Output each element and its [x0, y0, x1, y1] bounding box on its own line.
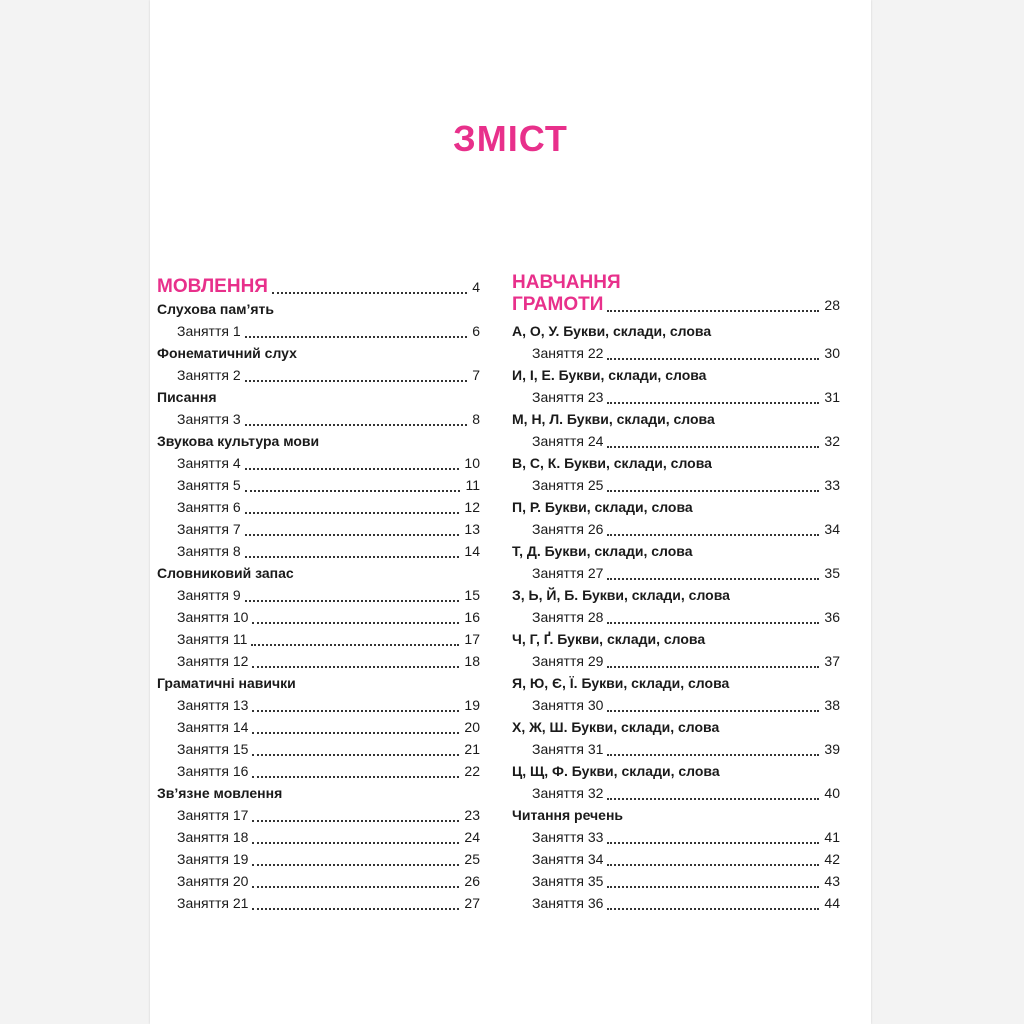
- toc-entry-label: Заняття 26: [532, 521, 604, 537]
- toc-entry-label: Заняття 6: [177, 499, 241, 515]
- toc-entry-label: Заняття 14: [177, 719, 249, 735]
- page-number: 22: [464, 763, 480, 779]
- toc-groups: [512, 320, 840, 914]
- toc-entry[interactable]: [512, 474, 840, 496]
- toc-entry-label: Заняття 22: [532, 345, 604, 361]
- toc-entry[interactable]: [157, 694, 480, 716]
- toc-entry[interactable]: [512, 342, 840, 364]
- section-header-literacy[interactable]: [512, 272, 840, 320]
- page-number: 23: [464, 807, 480, 823]
- toc-entry[interactable]: [157, 540, 480, 562]
- toc-group-title[interactable]: И, І, Е. Букви, склади, слова: [512, 367, 707, 383]
- toc-entry-label: Заняття 12: [177, 653, 249, 669]
- toc-column-right: [512, 270, 840, 914]
- toc-entry[interactable]: [512, 826, 840, 848]
- toc-entry-label: Заняття 25: [532, 477, 604, 493]
- toc-group-title[interactable]: Слухова пам’ять: [157, 301, 274, 317]
- toc-entry[interactable]: [512, 386, 840, 408]
- toc-entry[interactable]: [157, 738, 480, 760]
- page-number: 24: [464, 829, 480, 845]
- toc-entry-label: Заняття 35: [532, 873, 604, 889]
- page-number: 36: [824, 609, 840, 625]
- toc-entry[interactable]: [157, 408, 480, 430]
- section-title-line1: НАВЧАННЯ: [512, 272, 621, 293]
- dot-leader: [157, 276, 480, 298]
- toc-group-title[interactable]: Х, Ж, Ш. Букви, склади, слова: [512, 719, 720, 735]
- page-number: 16: [464, 609, 480, 625]
- toc-group-title[interactable]: М, Н, Л. Букви, склади, слова: [512, 411, 715, 427]
- toc-entry-label: Заняття 23: [532, 389, 604, 405]
- page-number: 25: [464, 851, 480, 867]
- page-number: 27: [464, 895, 480, 911]
- toc-entry[interactable]: [157, 716, 480, 738]
- toc-entry[interactable]: [512, 430, 840, 452]
- page-title: ЗМІСТ: [453, 118, 568, 159]
- toc-entry[interactable]: [512, 738, 840, 760]
- toc-entry-label: Заняття 28: [532, 609, 604, 625]
- toc-entry[interactable]: [157, 848, 480, 870]
- toc-group-title[interactable]: П, Р. Букви, склади, слова: [512, 499, 693, 515]
- page-number: 30: [824, 345, 840, 361]
- toc-group-title[interactable]: Ц, Щ, Ф. Букви, склади, слова: [512, 763, 720, 779]
- page-number: 31: [824, 389, 840, 405]
- toc-entry[interactable]: [157, 496, 480, 518]
- page-number: 14: [464, 543, 480, 559]
- toc-entry-label: Заняття 30: [532, 697, 604, 713]
- toc-group-title[interactable]: Т, Д. Букви, склади, слова: [512, 543, 693, 559]
- toc-group-title[interactable]: Читання речень: [512, 807, 624, 823]
- page-number: 32: [824, 433, 840, 449]
- toc-entry-label: Заняття 34: [532, 851, 604, 867]
- toc-group-title[interactable]: Зв’язне мовлення: [157, 785, 283, 801]
- toc-entry[interactable]: [512, 562, 840, 584]
- toc-entry[interactable]: [157, 760, 480, 782]
- toc-entry-label: Заняття 17: [177, 807, 249, 823]
- page-number: 43: [824, 873, 840, 889]
- page-number: 6: [472, 323, 480, 339]
- toc-entry-label: Заняття 8: [177, 543, 241, 559]
- page-number: 35: [824, 565, 840, 581]
- toc-entry[interactable]: [157, 364, 480, 386]
- page-number: 41: [824, 829, 840, 845]
- toc-entry[interactable]: [512, 892, 840, 914]
- toc-entry[interactable]: [512, 870, 840, 892]
- toc-entry[interactable]: [512, 782, 840, 804]
- toc-group-title[interactable]: З, Ь, Й, Б. Букви, склади, слова: [512, 587, 730, 603]
- toc-entry[interactable]: [157, 606, 480, 628]
- toc-entry[interactable]: [157, 870, 480, 892]
- toc-entry[interactable]: [512, 848, 840, 870]
- toc-entry-label: Заняття 3: [177, 411, 241, 427]
- page-number: 26: [464, 873, 480, 889]
- toc-group-title[interactable]: А, О, У. Букви, склади, слова: [512, 323, 712, 339]
- page-number: 42: [824, 851, 840, 867]
- page-number: 37: [824, 653, 840, 669]
- section-title-line2: ГРАМОТИ: [512, 294, 604, 315]
- toc-entry[interactable]: [157, 474, 480, 496]
- toc-group-title[interactable]: Граматичні навички: [157, 675, 296, 691]
- toc-entry-label: Заняття 19: [177, 851, 249, 867]
- page-number: 34: [824, 521, 840, 537]
- page-number: 7: [472, 367, 480, 383]
- toc-group-title[interactable]: Словниковий запас: [157, 565, 294, 581]
- toc-group-title[interactable]: В, С, К. Букви, склади, слова: [512, 455, 712, 471]
- toc-entry-label: Заняття 9: [177, 587, 241, 603]
- page-number: 19: [464, 697, 480, 713]
- toc-entry-label: Заняття 13: [177, 697, 249, 713]
- section-title: МОВЛЕННЯ: [157, 276, 268, 297]
- page-number: 33: [824, 477, 840, 493]
- section-header-speech[interactable]: [157, 276, 480, 298]
- toc-entry-label: Заняття 10: [177, 609, 249, 625]
- toc-entry[interactable]: [157, 892, 480, 914]
- page-number: 8: [472, 411, 480, 427]
- page-number: 40: [824, 785, 840, 801]
- page-number: 21: [464, 741, 480, 757]
- dot-leader: [512, 294, 840, 316]
- page-number: 12: [464, 499, 480, 515]
- toc-entry[interactable]: [157, 628, 480, 650]
- toc-entry-label: Заняття 33: [532, 829, 604, 845]
- toc-entry[interactable]: [157, 452, 480, 474]
- toc-entry-label: Заняття 15: [177, 741, 249, 757]
- page-number: 38: [824, 697, 840, 713]
- toc-entry[interactable]: [157, 650, 480, 672]
- page-number: 28: [824, 297, 840, 313]
- toc-group-title[interactable]: Я, Ю, Є, Ї. Букви, склади, слова: [512, 675, 730, 691]
- toc-entry-label: Заняття 29: [532, 653, 604, 669]
- toc-entry[interactable]: [157, 320, 480, 342]
- toc-entry-label: Заняття 36: [532, 895, 604, 911]
- toc-entry[interactable]: [512, 606, 840, 628]
- toc-groups: [157, 298, 480, 914]
- toc-entry[interactable]: [512, 694, 840, 716]
- page-number: 20: [464, 719, 480, 735]
- toc-group-title[interactable]: Ч, Г, Ґ. Букви, склади, слова: [512, 631, 706, 647]
- toc-entry[interactable]: [512, 518, 840, 540]
- page-number: 4: [472, 279, 480, 295]
- toc-entry-label: Заняття 31: [532, 741, 604, 757]
- toc-entry-label: Заняття 32: [532, 785, 604, 801]
- page-number: 44: [824, 895, 840, 911]
- toc-group-title[interactable]: Фонематичний слух: [157, 345, 297, 361]
- toc-entry-label: Заняття 16: [177, 763, 249, 779]
- page-number: 10: [464, 455, 480, 471]
- toc-entry[interactable]: [157, 826, 480, 848]
- page-number: 18: [464, 653, 480, 669]
- page-number: 39: [824, 741, 840, 757]
- toc-entry[interactable]: [512, 650, 840, 672]
- toc-entry-label: Заняття 7: [177, 521, 241, 537]
- toc-entry-label: Заняття 2: [177, 367, 241, 383]
- toc-entry-label: Заняття 21: [177, 895, 249, 911]
- toc-entry-label: Заняття 5: [177, 477, 241, 493]
- toc-entry-label: Заняття 11: [177, 631, 248, 647]
- document-page: [150, 0, 871, 1024]
- toc-entry-label: Заняття 4: [177, 455, 241, 471]
- toc-entry[interactable]: [157, 584, 480, 606]
- toc-entry-label: Заняття 27: [532, 565, 604, 581]
- toc-group-title[interactable]: Писання: [157, 389, 217, 405]
- toc-entry-label: Заняття 20: [177, 873, 249, 889]
- toc-group-title[interactable]: Звукова культура мови: [157, 433, 320, 449]
- toc-entry-label: Заняття 18: [177, 829, 249, 845]
- toc-entry-label: Заняття 1: [177, 323, 241, 339]
- page-number: 13: [464, 521, 480, 537]
- toc-entry[interactable]: [157, 804, 480, 826]
- toc-entry[interactable]: [157, 518, 480, 540]
- page-number: 11: [465, 477, 480, 493]
- page-number: 15: [464, 587, 480, 603]
- page-number: 17: [464, 631, 480, 647]
- toc-entry-label: Заняття 24: [532, 433, 604, 449]
- toc-column-left: [157, 270, 480, 914]
